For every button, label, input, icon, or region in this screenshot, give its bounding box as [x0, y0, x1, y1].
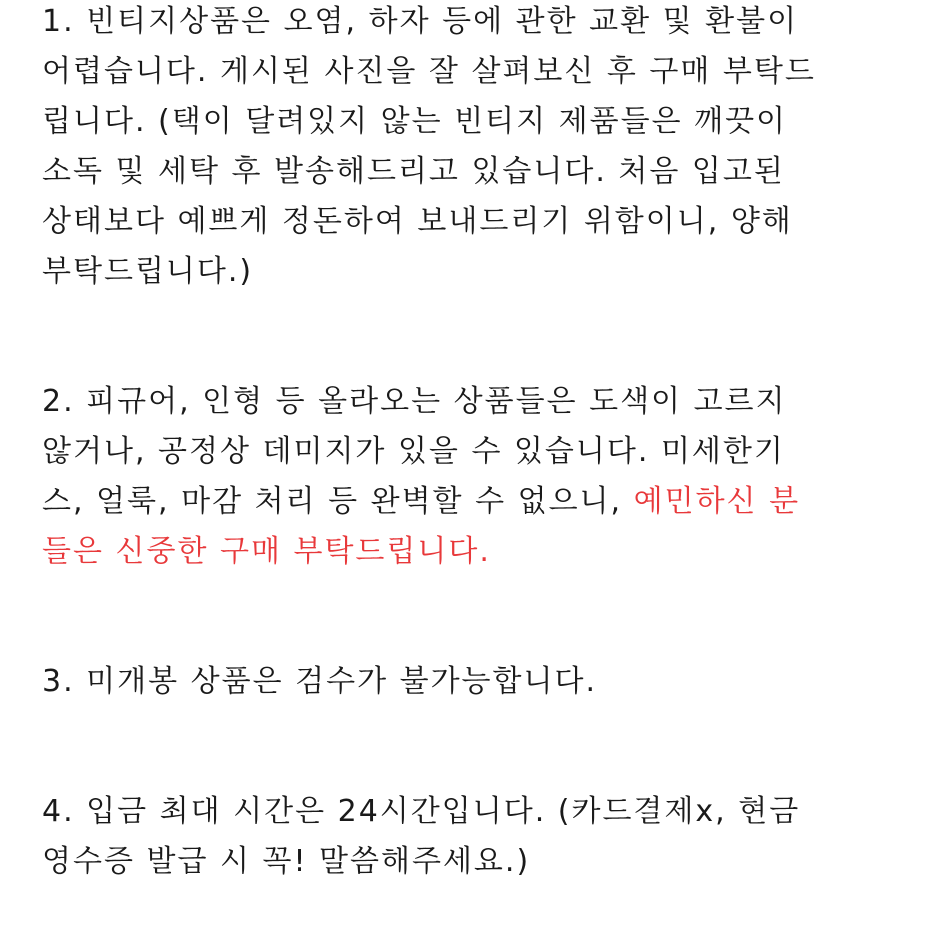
- section-spacer: [42, 300, 912, 380]
- policy-text-line: 영수증 발급 시 꼭! 말씀해주세요.): [42, 844, 531, 879]
- policy-section-3: [42, 660, 912, 710]
- policy-text-line: 1. 빈티지상품은 오염, 하자 등에 관한 교환 및 환불이: [42, 4, 799, 39]
- policy-section-2: [42, 380, 912, 580]
- highlighted-warning-text: 들은 신중한 구매 부탁드립니다.: [42, 534, 491, 569]
- policy-text-line: 않거나, 공정상 데미지가 있을 수 있습니다. 미세한기: [42, 434, 785, 469]
- policy-text-segment: 스, 얼룩, 마감 처리 등 완벽할 수 없으니,: [42, 484, 634, 519]
- highlighted-warning-text: 예민하신 분: [633, 484, 801, 519]
- section-spacer: [42, 710, 912, 790]
- section-spacer: [42, 580, 912, 660]
- policy-text-line: [42, 480, 912, 530]
- policy-text-line: 4. 입금 최대 시간은 24시간입니다. (카드결제x, 현금: [42, 794, 801, 829]
- policy-text-line: 2. 피규어, 인형 등 올라오는 상품들은 도색이 고르지: [42, 384, 787, 419]
- policy-text-line: 3. 미개봉 상품은 검수가 불가능합니다.: [42, 664, 598, 699]
- policy-text-line: 립니다. (택이 달려있지 않는 빈티지 제품들은 깨끗이: [42, 104, 788, 139]
- policy-notice: [42, 0, 912, 890]
- policy-text-line: 부탁드립니다.): [42, 254, 254, 289]
- policy-section-1: [42, 0, 912, 300]
- policy-text-line: 상태보다 예쁘게 정돈하여 보내드리기 위함이니, 양해: [42, 204, 793, 239]
- policy-text-line: 어렵습니다. 게시된 사진을 잘 살펴보신 후 구매 부탁드: [42, 54, 816, 89]
- policy-text-line: 소독 및 세탁 후 발송해드리고 있습니다. 처음 입고된: [42, 154, 785, 189]
- policy-section-4: [42, 790, 912, 890]
